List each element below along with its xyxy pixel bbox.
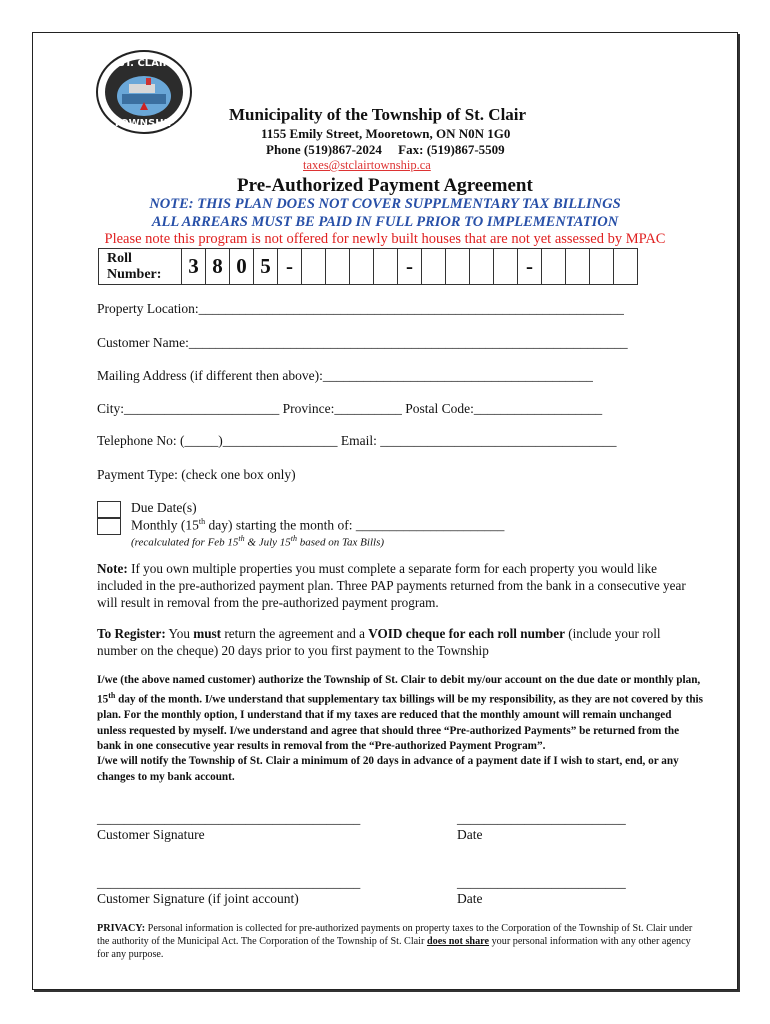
logo-text-bottom: TOWNSHIP	[113, 118, 175, 129]
signature-line-2[interactable]: _______________________________________	[97, 875, 361, 890]
email-link[interactable]: taxes@stclairtownship.ca	[303, 158, 431, 172]
roll-digit-cell[interactable]	[446, 249, 470, 285]
roll-digit-cell[interactable]	[590, 249, 614, 285]
customer-signature-label: Customer Signature	[97, 827, 205, 842]
form-page	[32, 32, 738, 990]
roll-digit-cell[interactable]	[566, 249, 590, 285]
mailing-address-field[interactable]: Mailing Address (if different then above):________________________________________	[97, 368, 593, 383]
date-line-2[interactable]: _________________________	[457, 875, 626, 890]
monthly-checkbox[interactable]	[97, 517, 121, 535]
to-register-paragraph: To Register: You must return the agreement and a VOID cheque for each roll number (include your roll number on the cheque) 20 days prior to you first payment to the Township	[97, 626, 661, 658]
monthly-option: Monthly (15th day) starting the month of: ______________________	[131, 517, 505, 533]
roll-digit-cell[interactable]: 5	[254, 249, 278, 285]
mpac-note: Please note this program is not offered for newly built houses that are not yet assessed by MPAC	[104, 231, 666, 247]
logo-text-top: ST. CLAIR	[117, 58, 171, 69]
note-line-2: ALL ARREARS MUST BE PAID IN FULL PRIOR TO IMPLEMENTATION	[151, 214, 619, 230]
note-line-1: NOTE: THIS PLAN DOES NOT COVER SUPPLMENTARY TAX BILLINGS	[149, 196, 621, 212]
phone: Phone (519)867-2024	[266, 142, 382, 157]
roll-number-label: Roll Number:	[99, 249, 182, 285]
roll-digit-cell[interactable]	[494, 249, 518, 285]
address: 1155 Emily Street, Mooretown, ON N0N 1G0	[261, 126, 511, 141]
roll-digit-cell[interactable]	[350, 249, 374, 285]
recalculated-note: (recalculated for Feb 15th & July 15th based on Tax Bills)	[131, 534, 385, 549]
roll-digit-cell[interactable]	[302, 249, 326, 285]
due-date-option: Due Date(s)	[131, 500, 197, 515]
date-label-1: Date	[457, 827, 483, 842]
authorization-paragraph: I/we (the above named customer) authorize the Township of St. Clair to debit my/our account on the due date or monthly plan, 15th day of the month. I/we understand that supplementary tax billings will be my responsibility, as they are not covered by this plan. For the monthly option, I understand that if my taxes are reduced that the monthly amount will remain unchanged unless requested by myself. I/we understand and agree that should three “Pre-authorized Payments” be returned from the bank in one consecutive year results in removal from the “Pre-authorized Payment Program”. I/we will notify the Township of St. Clair a minimum of 20 days in advance of a payment date if I wish to start, end, or any changes to my bank account.	[97, 674, 704, 783]
telephone-email-field[interactable]: Telephone No: (_____)_________________ Email: ___________________________________	[97, 433, 617, 448]
date-label-2: Date	[457, 891, 483, 906]
signature-line-1[interactable]: _______________________________________	[97, 811, 361, 826]
multiple-properties-note: Note: If you own multiple properties you must complete a separate form for each property you would like included in the pre-authorized payment plan. Three PAP payments returned from the bank in a consecutive year will result in removal from the pre-authorized payment program.	[97, 561, 686, 610]
roll-digit-cell[interactable]: 3	[182, 249, 206, 285]
roll-digit-cell[interactable]: 8	[206, 249, 230, 285]
fax: Fax: (519)867-5509	[398, 142, 505, 157]
roll-number-grid	[98, 248, 638, 285]
customer-name-field[interactable]: Customer Name:_________________________________________________________________	[97, 335, 628, 350]
roll-digit-cell[interactable]	[542, 249, 566, 285]
date-line-1[interactable]: _________________________	[457, 811, 626, 826]
roll-digit-cell[interactable]	[614, 249, 638, 285]
property-location-field[interactable]: Property Location:_______________________________________________________________	[97, 301, 624, 316]
municipality-title: Municipality of the Township of St. Clair	[229, 105, 527, 124]
roll-digit-cell[interactable]	[470, 249, 494, 285]
city-province-postal-field[interactable]: City:_______________________ Province:__________ Postal Code:___________________	[97, 401, 603, 416]
form-title: Pre-Authorized Payment Agreement	[237, 175, 533, 196]
roll-digit-cell[interactable]: -	[398, 249, 422, 285]
joint-signature-label: Customer Signature (if joint account)	[97, 891, 299, 906]
roll-digit-cell[interactable]: 0	[230, 249, 254, 285]
payment-type-label: Payment Type: (check one box only)	[97, 467, 296, 482]
roll-digit-cell[interactable]: -	[518, 249, 542, 285]
roll-digit-cell[interactable]	[326, 249, 350, 285]
roll-digit-cell[interactable]	[422, 249, 446, 285]
roll-digit-cell[interactable]: -	[278, 249, 302, 285]
township-logo	[96, 50, 192, 134]
privacy-statement: PRIVACY: Personal information is collected for pre-authorized payments on property taxes to the Corporation of the Township of St. Clair under the authority of the Municipal Act. The Corporation of the Township of St. Clair does not share your personal information with any other agency for any purpose.	[97, 923, 693, 960]
roll-digit-cell[interactable]	[374, 249, 398, 285]
phone-fax	[266, 142, 505, 158]
